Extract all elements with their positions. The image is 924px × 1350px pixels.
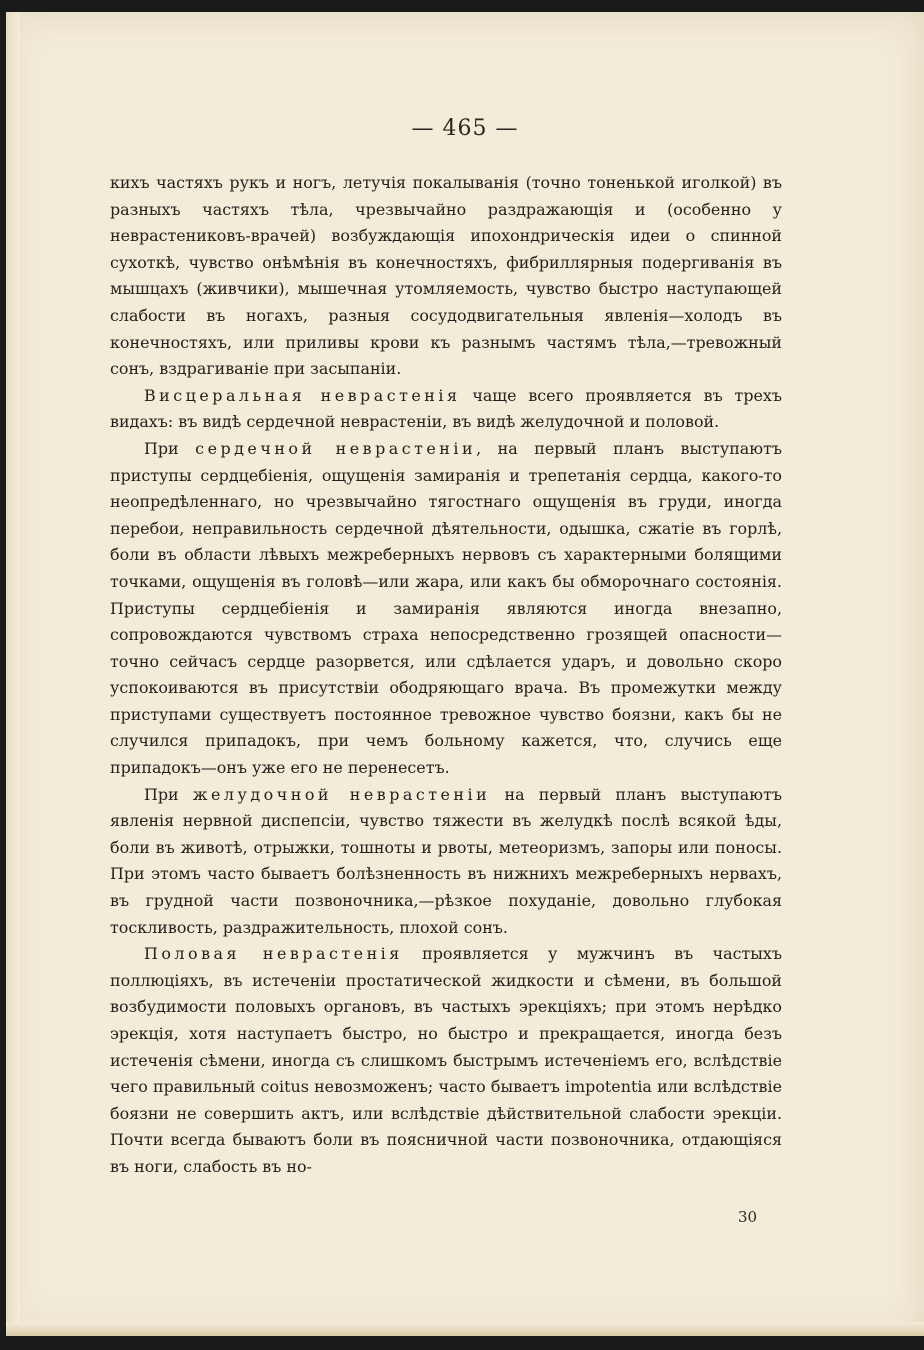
paragraph-1 bbox=[110, 170, 782, 383]
body-text bbox=[110, 170, 782, 1181]
emphasis-term: Висцеральная неврастенія bbox=[144, 385, 461, 405]
emphasis-term: Половая неврастенія bbox=[144, 944, 403, 964]
emphasis-term: сердечной неврастеніи bbox=[195, 438, 477, 458]
signature-mark: 30 bbox=[738, 1208, 758, 1226]
paragraph-5 bbox=[110, 941, 782, 1180]
paragraph-4 bbox=[110, 782, 782, 942]
paragraph-text: , на первый планъ выступаютъ приступы сердцебіенія, ощущенія замиранія и трепетанія сердца, какого-то неопредѣленнаго, но чрезвычайно тягостнаго ощущенія въ груди, иногда перебои, неправильность сердечной дѣятельности, одышка, сжатіе въ горлѣ, боли въ области лѣвыхъ межреберныхъ нервовъ съ характерными болящими точками, ощущенія въ головѣ—или жара, или какъ бы обморочнаго состоянія. Приступы сердцебіенія и замиранія являются иногда внезапно, сопровождаются чувствомъ страха непосредственно грозящей опасности—точно сейчасъ сердце разорвется, или сдѣлается ударъ, и довольно скоро успокоиваются въ присутствіи ободряющаго врача. Въ промежутки между приступами существуетъ постоянное тревожное чувство боязни, какъ бы не случился припадокъ, при чемъ больному кажется, что, случись еще припадокъ—онъ уже его не перенесетъ. bbox=[110, 438, 782, 778]
paragraph-text: При bbox=[144, 784, 193, 804]
book-page bbox=[6, 12, 924, 1336]
paragraph-text: проявляется у мужчинъ въ частыхъ поллюціяхъ, въ истеченіи простатической жидкости и сѣмени, въ большой возбудимости половыхъ органовъ, въ частыхъ эрекціяхъ; при этомъ нерѣдко эрекція, хотя наступаетъ быстро, но быстро и прекращается, иногда безъ истеченія сѣмени, иногда съ слишкомъ быстрымъ истеченіемъ его, вслѣдствіе чего правильный coitus невозможенъ; часто бываетъ impotentia или вслѣдствіе боязни не совершить актъ, или вслѣдствіе дѣйствительной слабости эрекціи. Почти всегда бываютъ боли въ поясничной части позвоночника, отдающіяся въ ноги, слабость въ но- bbox=[110, 944, 782, 1176]
paragraph-3 bbox=[110, 436, 782, 782]
paragraph-text: При bbox=[144, 438, 196, 458]
page-number: — 465 — bbox=[411, 116, 519, 141]
page-edge-shadow bbox=[6, 12, 20, 1336]
paragraph-text: кихъ частяхъ рукъ и ногъ, летучія покалыванія (точно тоненькой иголкой) въ разныхъ частяхъ тѣла, чрезвычайно раздражающія и (особенно у неврастениковъ-врачей) возбуждающія ипохондрическія идеи о спинной сухоткѣ, чувство онѣмѣнія въ конечностяхъ, фибриллярныя подергиванія въ мышцахъ (живчики), мышечная утомляемость, чувство быстро наступающей слабости въ ногахъ, разныя сосудодвигательныя явленія—холодъ въ конечностяхъ, или приливы крови къ разнымъ частямъ тѣла,—тревожный сонъ, вздрагиваніе при засыпаніи. bbox=[110, 173, 782, 379]
paragraph-2 bbox=[110, 383, 782, 436]
paragraph-text: на первый планъ выступаютъ явленія нервной диспепсіи, чувство тяжести въ желудкѣ послѣ всякой ѣды, боли въ животѣ, отрыжки, тошноты и рвоты, метеоризмъ, запоры или поносы. При этомъ часто бываетъ болѣзненность въ нижнихъ межреберныхъ нервахъ, въ грудной части позвоночника,—рѣзкое похуданіе, довольно глубокая тоскливость, раздражительность, плохой сонъ. bbox=[110, 784, 782, 937]
page-bottom-edge bbox=[6, 1322, 924, 1336]
paragraph-text: чаще всего проявляется въ трехъ видахъ: въ видѣ сердечной неврастеніи, въ видѣ желудочной и половой. bbox=[110, 385, 782, 432]
emphasis-term: желудочной неврастеніи bbox=[192, 784, 491, 804]
